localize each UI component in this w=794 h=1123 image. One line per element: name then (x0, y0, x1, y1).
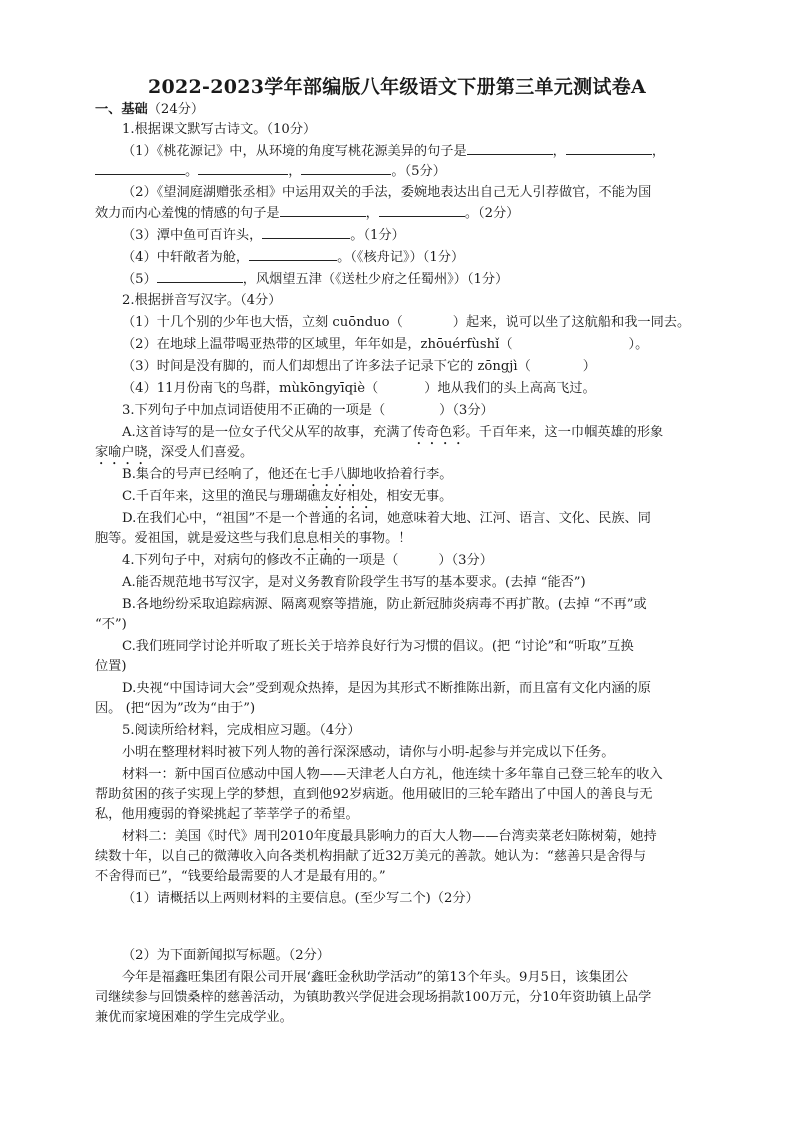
q1-item-5 (122, 269, 508, 290)
q4-stem-text: 4.下列句子中，对病句的修改不正确的一项是（ (122, 553, 399, 568)
q5-material-1-cont: 私，他用瘦弱的脊梁挑起了莘莘学子的希望。 (95, 807, 359, 822)
q4-option-c-cont: 位置) (95, 659, 127, 674)
q1-item-2-comma: ， (365, 206, 379, 221)
answer-blank[interactable] (198, 161, 288, 175)
q1-item-1-text: （1）《桃花源记》中，从环境的角度写桃花源美异的句子是 (122, 144, 467, 159)
q1-item-5-text: ，风烟望五津（《送杜少府之任蜀州》）（1分） (242, 272, 509, 287)
answer-blank[interactable] (249, 247, 337, 261)
q2-item-3-tail: ） (582, 359, 596, 374)
q3-stem-score: ）（3分） (439, 403, 494, 418)
q2-item-2-text: （2）在地球上温带喝亚热带的区域里，年年如是，zhōuérfùshǐ（ (122, 337, 513, 352)
dotted-word: 七手八脚 (307, 467, 361, 482)
dotted-word: 传奇色彩 (412, 425, 466, 440)
q2-item-1 (122, 313, 690, 333)
q3-stem-text: 3.下列句子中加点词语使用不正确的一项是（ (122, 403, 386, 418)
q4-option-d: D.央视“中国诗词大会”受到观众热捧，是因为其形式不断推陈出新，而且富有文化内涵的原 (122, 681, 651, 696)
q2-item-4-tail: ）地从我们的头上高高飞过。 (424, 381, 596, 396)
q5-material-2-cont: 续数十年，以自己的微薄收入向各类机构捐献了近32万美元的善款。她认为：“慈善只是舍得与 (95, 849, 647, 864)
q2-stem: 2.根据拼音写汉字。（4分） (122, 293, 282, 308)
section-heading-label: 一、基础 (95, 102, 148, 117)
q5-material-1-cont: 帮助贫困的孩子实现上学的梦想，直到他92岁病逝。他用破旧的三轮车踏出了中国人的善良与无 (95, 787, 653, 802)
q1-item-1-comma: ， (552, 144, 566, 159)
q1-item-3-score: 。（1分） (350, 228, 405, 243)
q2-item-4 (122, 379, 596, 399)
q3-option-d-text: 胞等。爱祖国，就是爱这些与我们 (95, 531, 293, 546)
q1-item-2-score: 。（2分） (464, 206, 520, 221)
q4-stem-score: ）（3分） (438, 553, 493, 568)
exam-title: 2022-2023学年部编版八年级语文下册第三单元测试卷A (147, 76, 647, 98)
q5-news: 今年是福鑫旺集团有限公司开展‘鑫旺金秋助学活动”的第13个年头。9月5日，该集团公 (122, 970, 629, 985)
q1-item-4 (122, 247, 464, 268)
q1-item-4-text: （4）中轩敞者为舱， (122, 250, 250, 265)
section-heading-score: （24分） (147, 102, 205, 117)
q4-option-b: B.各地纷纷采取追踪病源、隔离观察等措施，防止新冠肺炎病毒不再扩散。(去掉 “不再”或 (122, 597, 647, 612)
dotted-word: 家喻户晓 (95, 445, 148, 460)
q1-item-5-label: （5） (122, 272, 157, 287)
q5-material-2: 材料二：美国《时代》周刊2010年度最具影响力的百大人物——台湾卖菜老妇陈树菊，她持 (122, 829, 657, 844)
q1-item-3-text: （3）潭中鱼可百许头， (122, 228, 263, 243)
q4-stem (122, 551, 493, 571)
answer-blank[interactable] (379, 203, 465, 217)
q3-option-c-text: ，相安无事。 (373, 489, 453, 504)
answer-blank[interactable] (157, 269, 243, 283)
q2-item-1-text: （1）十几个别的少年也大悟，立刻 cuōnduo（ (122, 315, 403, 330)
section-heading (95, 100, 204, 120)
q5-material-1: 材料一：新中国百位感动中国人物——天津老人白方礼，他连续十多年靠自己登三轮车的收入 (122, 767, 663, 782)
q1-item-1-comma: ， (651, 144, 666, 159)
q1-item-2-text: 效力而内心羞愧的情感的句子是 (95, 206, 280, 221)
q3-option-a-text: A.这首诗写的是一位女子代父从军的故事，充满了 (122, 425, 413, 440)
q2-item-1-tail: ）起来，说可以坐了这航船和我一同去。 (452, 315, 691, 330)
q3-option-d-text: 的事物。！ (345, 531, 412, 546)
q4-option-a: A.能否规范地书写汉字，是对义务教育阶段学生书写的基本要求。(去掉 “能否”) (122, 575, 586, 590)
q1-item-4-score: 。（《核舟记》）（1分） (337, 250, 465, 265)
q4-option-b-cont: “不”) (95, 617, 127, 632)
answer-blank[interactable] (467, 141, 553, 155)
dotted-word: 友好相处 (320, 489, 374, 504)
q1-item-1-score: 。（5分） (391, 164, 446, 179)
q3-option-b-text: B.集合的号声已经响了，他还在 (122, 467, 308, 482)
q5-stem: 5.阅读所给材料，完成相应习题。（4分） (122, 723, 361, 738)
q3-option-a-text: 。千百年来，这一巾帼英雄的形象 (465, 425, 664, 440)
q1-item-2-cont (95, 203, 519, 224)
q1-stem: 1.根据课文默写古诗文。（10分） (122, 122, 317, 137)
q3-stem (122, 401, 494, 421)
answer-blank[interactable] (566, 141, 652, 155)
q3-option-b-text: 地收拾着行李。 (360, 467, 453, 482)
q2-item-2-tail: ）。 (628, 337, 649, 352)
q4-option-c: C.我们班同学讨论并听取了班长关于培养良好行为习惯的倡议。(把 “讨论”和“听取”互换 (122, 639, 634, 654)
answer-blank[interactable] (262, 225, 350, 239)
q1-item-1-cont (95, 161, 446, 182)
q5-sub-2: （2）为下面新闻拟写标题。（2分） (122, 948, 330, 963)
answer-blank[interactable] (95, 161, 185, 175)
q3-option-c-text: C.千百年来，这里的渔民与珊瑚礁 (122, 489, 321, 504)
q5-material-2-cont: 不舍得而已”，“钱要给最需要的人才是最有用的。” (95, 869, 386, 884)
dotted-word: 息息相关 (292, 531, 346, 546)
q4-option-d-cont: 因。 (把“因为”改为“由于”) (95, 701, 256, 716)
answer-blank[interactable] (301, 161, 391, 175)
q1-item-1-period: 。 (185, 164, 199, 179)
q5-news-cont: 司继续参与回馈桑梓的慈善活动，为镇助教兴学促进会现场捐款100万元，分10年资助镇上品学 (95, 990, 652, 1005)
q2-item-4-text: （4）11月份南飞的鸟群，mùkōngyīqiè（ (122, 381, 379, 396)
q3-option-a-text: ，深受人们喜爱。 (147, 445, 254, 460)
q2-item-3 (122, 357, 596, 377)
answer-blank[interactable] (280, 203, 366, 217)
q1-item-2: （2）《望洞庭湖赠张丞相》中运用双关的手法，委婉地表达出自己无人引荐做官，不能为国 (122, 185, 652, 200)
q1-item-1-comma: ， (288, 164, 302, 179)
q5-intro: 小明在整理材料时被下列人物的善行深深感动，请你与小明-起参与并完成以下任务。 (122, 745, 615, 760)
q5-sub-1: （1）请概括以上两则材料的主要信息。(至少写二个)（2分） (122, 891, 479, 906)
q2-item-2 (122, 335, 648, 355)
q1-item-1 (122, 141, 665, 162)
q2-item-3-text: （3）时间是没有脚的，而人们却想出了许多法子记录下它的 zōngjì（ (122, 359, 531, 374)
q5-news-cont: 兼优而家境困难的学生完成学业。 (95, 1010, 293, 1025)
q1-item-3 (122, 225, 405, 246)
q3-option-d: D.在我们心中，“祖国”不是一个普通的名词，她意味着大地、江河、语言、文化、民族、同 (122, 511, 651, 526)
